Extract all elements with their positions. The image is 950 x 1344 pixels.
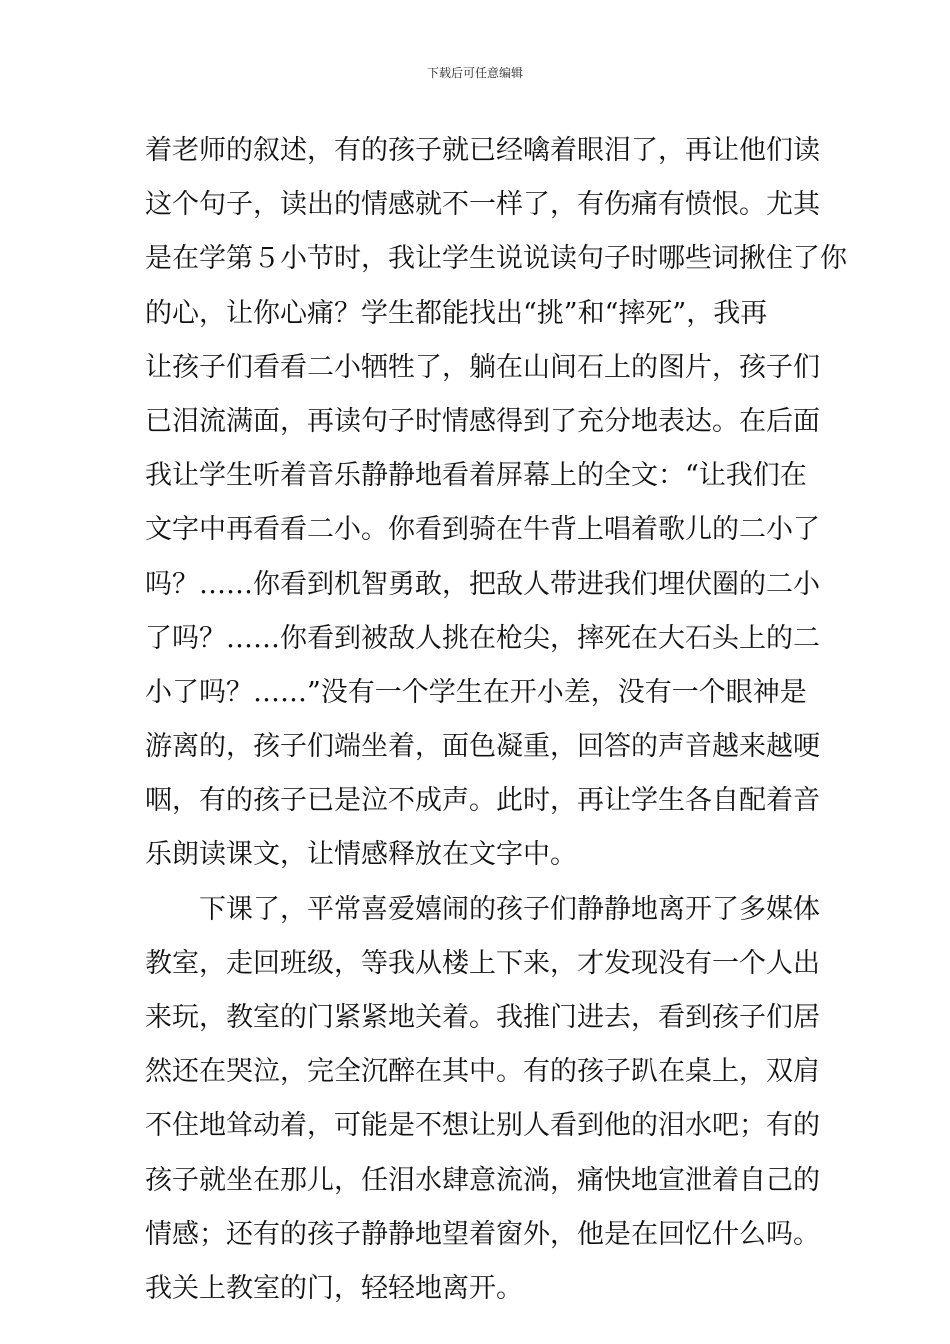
text-line: 孩子就坐在那儿，任泪水肆意流淌，痛快地宣泄着自己的 [145,1164,820,1196]
text-line: 游离的，孩子们端坐着，面色凝重，回答的声音越来越哽 [145,731,820,763]
text-line: 小了吗？……”没有一个学生在开小差，没有一个眼神是 [145,676,807,708]
text-line: 了吗？……你看到被敌人挑在枪尖，摔死在大石头上的二 [145,622,820,654]
text-line: 然还在哭泣，完全沉醉在其中。有的孩子趴在桌上，双肩 [145,1056,820,1088]
text-line: 文字中再看看二小。你看到骑在牛背上唱着歌儿的二小了 [145,514,820,546]
text-line: 是在学第５小节时，我让学生说说读句子时哪些词揪住了你 [145,243,847,275]
text-line: 来玩，教室的门紧紧地关着。我推门进去，看到孩子们居 [145,1002,820,1033]
text-line: 乐朗读课文，让情感释放在文字中。 [145,839,577,871]
text-line: 吗？……你看到机智勇敢，把敌人带进我们埋伏圈的二小 [145,568,820,600]
text-line: 情感；还有的孩子静静地望着窗外，他是在回忆什么吗。 [145,1218,820,1250]
text-line: 已泪流满面，再读句子时情感得到了充分地表达。在后面 [145,405,820,437]
text-line: 教室，走回班级，等我从楼上下来，才发现没有一个人出 [145,947,820,979]
text-line: 我让学生听着音乐静静地看着屏幕上的全文：“让我们在 [145,460,807,492]
text-line: 下课了，平常喜爱嬉闹的孩子们静静地离开了多媒体 [145,893,820,925]
text-line: 让孩子们看看二小牺牲了，躺在山间石上的图片，孩子们 [145,351,820,383]
text-line: 我关上教室的门，轻轻地离开。 [145,1272,523,1304]
text-line: 的心，让你心痛？学生都能找出“挑”和“摔死”，我再 [145,297,768,329]
text-line: 着老师的叙述，有的孩子就已经噙着眼泪了，再让他们读 [145,135,820,166]
header-note: 下载后可任意编辑 [426,66,523,80]
text-line: 不住地耸动着，可能是不想让别人看到他的泪水吧；有的 [145,1110,820,1142]
text-line: 这个句子，读出的情感就不一样了，有伤痛有愤恨。尤其 [145,189,820,221]
body-text [145,124,847,1316]
text-line: 咽，有的孩子已是泣不成声。此时，再让学生各自配着音 [145,785,820,817]
